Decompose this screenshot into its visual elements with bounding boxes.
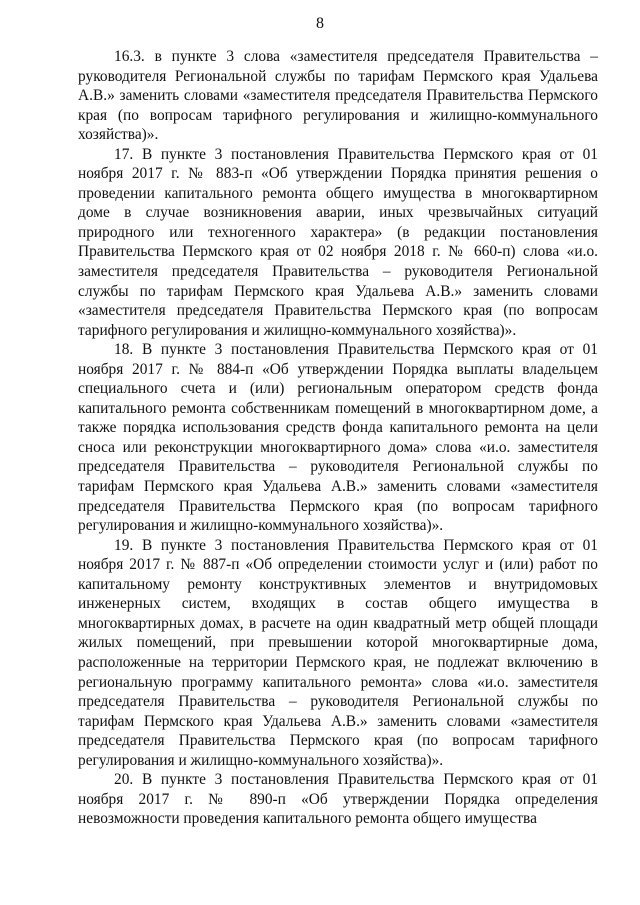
paragraph-16-3: 16.3. в пункте 3 слова «заместителя председателя Правительства – руководителя Региональной службы по тарифам Пермского края Удальева А.В.» заменить словами «заместителя председателя Правительства Пермского края (по вопросам тарифного регулирования и жилищно-коммунального хозяйства)».	[78, 48, 598, 144]
document-body	[78, 47, 598, 829]
paragraph-17: 17. В пункте 3 постановления Правительства Пермского края от 01 ноября 2017 г. № 883-п «Об утверждении Порядка принятия решения о проведении капитального ремонта общего имущества в многоквартирном доме в случае возникновения аварии, иных чрезвычайных ситуаций природного или техногенного характера» (в редакции постановления Правительства Пермского края от 02 ноября 2018 г. № 660-п) слова «и.о. заместителя председателя Правительства – руководителя Региональной службы по тарифам Пермского края Удальева А.В.» заменить словами «заместителя председателя Правительства Пермского края (по вопросам тарифного регулирования и жилищно-коммунального хозяйства)».	[78, 145, 598, 339]
paragraph-20: 20. В пункте 3 постановления Правительства Пермского края от 01 ноября 2017 г. № 890-п «Об утверждении Порядка определения невозможности проведения капитального ремонта общего имущества	[78, 771, 598, 828]
paragraph-19: 19. В пункте 3 постановления Правительства Пермского края от 01 ноября 2017 г. № 887-п «Об определении стоимости услуг и (или) работ по капитальному ремонту конструктивных элементов и внутридомовых инженерных систем, входящих в состав общего имущества в многоквартирных домах, в расчете на один квадратный метр общей площади жилых помещений, при превышении которой многоквартирные дома, расположенные на территории Пермского края, не подлежат включению в региональную программу капитального ремонта» слова «и.о. заместителя председателя Правительства – руководителя Региональной службы по тарифам Пермского края Удальева А.В.» заменить словами «заместителя председателя Правительства Пермского края (по вопросам тарифного регулирования и жилищно-коммунального хозяйства)».	[78, 536, 598, 769]
paragraph-18: 18. В пункте 3 постановления Правительства Пермского края от 01 ноября 2017 г. № 884-п «Об утверждении Порядка выплаты владельцем специального счета и (или) региональным оператором средств фонда капитального ремонта собственникам помещений в многоквартирном доме, а также порядка использования средств фонда капитального ремонта на цели сноса или реконструкции многоквартирного дома» слова «и.о. заместителя председателя Правительства – руководителя Региональной службы по тарифам Пермского края Удальева А.В.» заменить словами «заместителя председателя Правительства Пермского края (по вопросам тарифного регулирования и жилищно-коммунального хозяйства)».	[78, 341, 598, 535]
page-number: 8	[316, 15, 324, 32]
